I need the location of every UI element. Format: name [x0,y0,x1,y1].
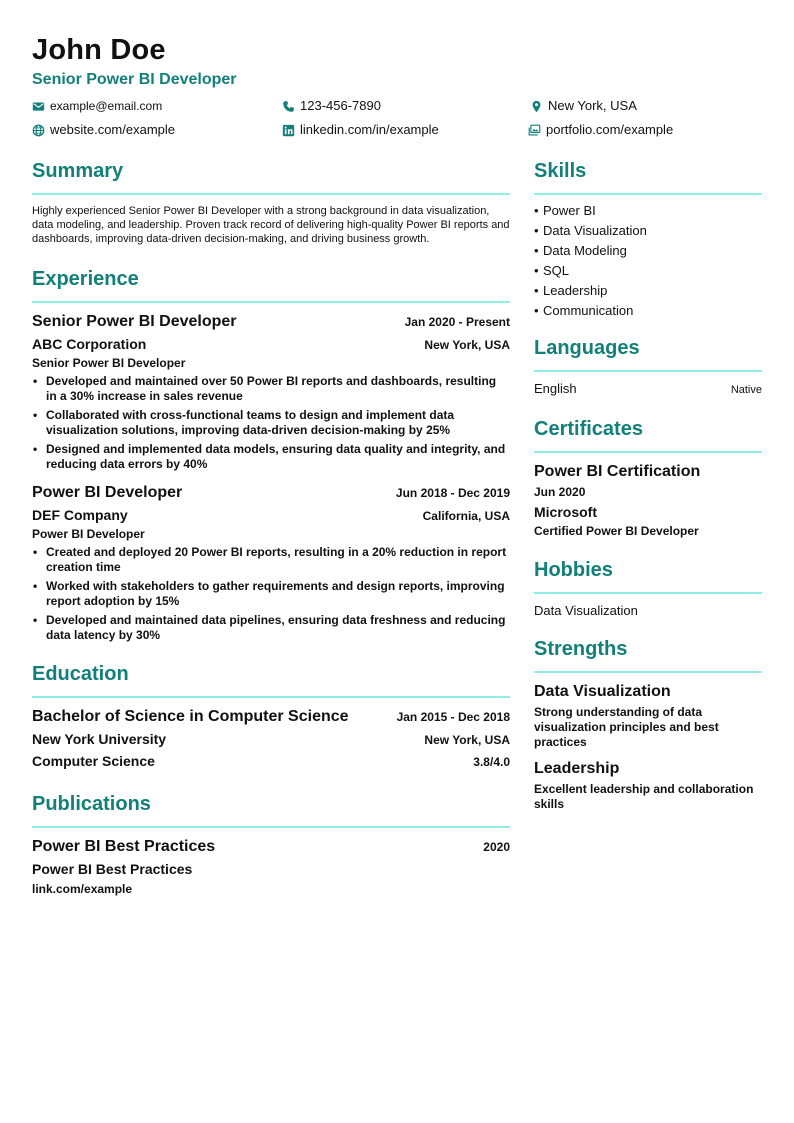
resume-page [32,32,762,896]
skill-item: • Power BI [534,203,596,218]
left-column [32,158,510,897]
company-name: DEF Company [32,507,128,523]
school-location: New York, USA [424,733,510,747]
skill-item: • Data Modeling [534,243,627,258]
publications-section [32,791,510,897]
contact-email-text: example@email.com [50,99,163,113]
contact-phone-text: 123-456-7890 [300,98,381,113]
contact-email[interactable] [32,98,162,114]
experience-section [32,266,510,643]
skill-item: • Data Visualization [534,223,647,238]
contact-linkedin-text: linkedin.com/in/example [300,122,439,137]
phone-icon [282,100,295,113]
school-name: New York University [32,731,167,747]
certificate-issuer: Microsoft [534,504,597,520]
job-date: Jun 2018 - Dec 2019 [395,486,510,500]
education-section [32,661,510,771]
education-heading: Education [32,663,129,685]
summary-section [32,158,510,246]
skills-section [534,158,762,321]
strength-description: Strong understanding of data visualization principles and best practices [534,705,719,749]
hobby-item: Data Visualization [534,603,638,618]
strength-description: Excellent leadership and collaboration skills [534,782,754,811]
candidate-name: John Doe [32,34,166,66]
job-bullet: • Worked with stakeholders to gather requirements and design reports, improving report adoption by 15% [32,579,510,609]
publication-publisher: Power BI Best Practices [32,861,193,877]
publication-year: 2020 [483,840,510,854]
job-date: Jan 2020 - Present [404,315,510,329]
skills-heading: Skills [534,160,587,182]
job-bullets [32,374,510,472]
certificates-heading: Certificates [534,418,643,440]
job-position: Senior Power BI Developer [32,356,186,370]
section-divider [534,370,762,372]
strengths-section [534,636,762,812]
contact-location [530,98,637,114]
contact-block [32,96,762,144]
section-divider [32,696,510,698]
certificate-date: Jun 2020 [534,485,586,499]
publication-link[interactable]: link.com/example [32,882,133,896]
job-location: California, USA [422,509,510,523]
job-bullet: • Created and deployed 20 Power BI reports, resulting in a 20% reduction in report creation time [32,545,510,575]
language-name: English [534,381,577,396]
job-position: Power BI Developer [32,527,145,541]
publications-heading: Publications [32,793,151,815]
certificate-name: Power BI Certification [534,463,701,480]
job-title: Senior Power BI Developer [32,313,237,330]
job-bullet: • Collaborated with cross-functional teams to design and implement data visualization solutions, improving data-driven decision-making by 25% [32,408,510,438]
certificate-description: Certified Power BI Developer [534,524,699,538]
degree-title: Bachelor of Science in Computer Science [32,708,349,725]
experience-entry [32,311,510,472]
hobbies-heading: Hobbies [534,559,613,581]
hobbies-section [534,557,762,620]
globe-icon [32,124,45,137]
skill-item: • Leadership [534,283,608,298]
publication-name: Power BI Best Practices [32,838,216,855]
contact-website[interactable] [32,122,175,138]
right-column [534,158,762,812]
education-date: Jan 2015 - Dec 2018 [396,710,510,724]
section-divider [32,826,510,828]
linkedin-icon [282,124,295,137]
experience-entry [32,482,510,643]
contact-portfolio-text: portfolio.com/example [546,122,674,137]
location-pin-icon [530,100,543,113]
job-bullet: • Designed and implemented data models, ensuring data quality and integrity, and reducing data errors by 40% [32,442,510,472]
job-location: New York, USA [424,338,510,352]
field-of-study: Computer Science [32,753,155,769]
contact-portfolio[interactable] [528,122,673,138]
section-divider [534,671,762,673]
summary-text: Highly experienced Senior Power BI Developer with a strong background in data visualization, data modeling, and leadership. Proven track record of delivering high-quality Power BI reports and dashboards, improving data-driven decision-making, and driving business growth. [32,205,510,245]
languages-heading: Languages [534,337,640,359]
strength-name: Data Visualization [534,683,671,700]
section-divider [534,451,762,453]
strengths-heading: Strengths [534,638,628,660]
section-divider [32,193,510,195]
section-divider [32,301,510,303]
job-bullets [32,545,510,643]
strength-name: Leadership [534,760,620,777]
experience-heading: Experience [32,268,139,290]
candidate-role: Senior Power BI Developer [32,71,237,88]
contact-phone[interactable] [282,98,381,114]
section-divider [534,592,762,594]
company-name: ABC Corporation [32,336,147,352]
job-bullet: • Developed and maintained data pipelines, ensuring data freshness and reducing data latency by 30% [32,613,510,643]
language-level: Native [730,384,762,396]
skill-item: • Communication [534,303,634,318]
portfolio-icon [528,124,541,137]
contact-location-text: New York, USA [548,98,637,113]
contact-linkedin[interactable] [282,122,439,138]
certificates-section [534,416,762,539]
gpa: 3.8/4.0 [473,755,510,769]
section-divider [534,193,762,195]
mail-icon [32,100,45,113]
language-item [534,381,762,396]
skill-item: • SQL [534,263,570,278]
job-title: Power BI Developer [32,484,183,501]
job-bullet: • Developed and maintained over 50 Power BI reports and dashboards, resulting in a 30% increase in sales revenue [32,374,510,404]
contact-website-text: website.com/example [50,122,175,137]
languages-section [534,335,762,396]
summary-heading: Summary [32,160,124,182]
